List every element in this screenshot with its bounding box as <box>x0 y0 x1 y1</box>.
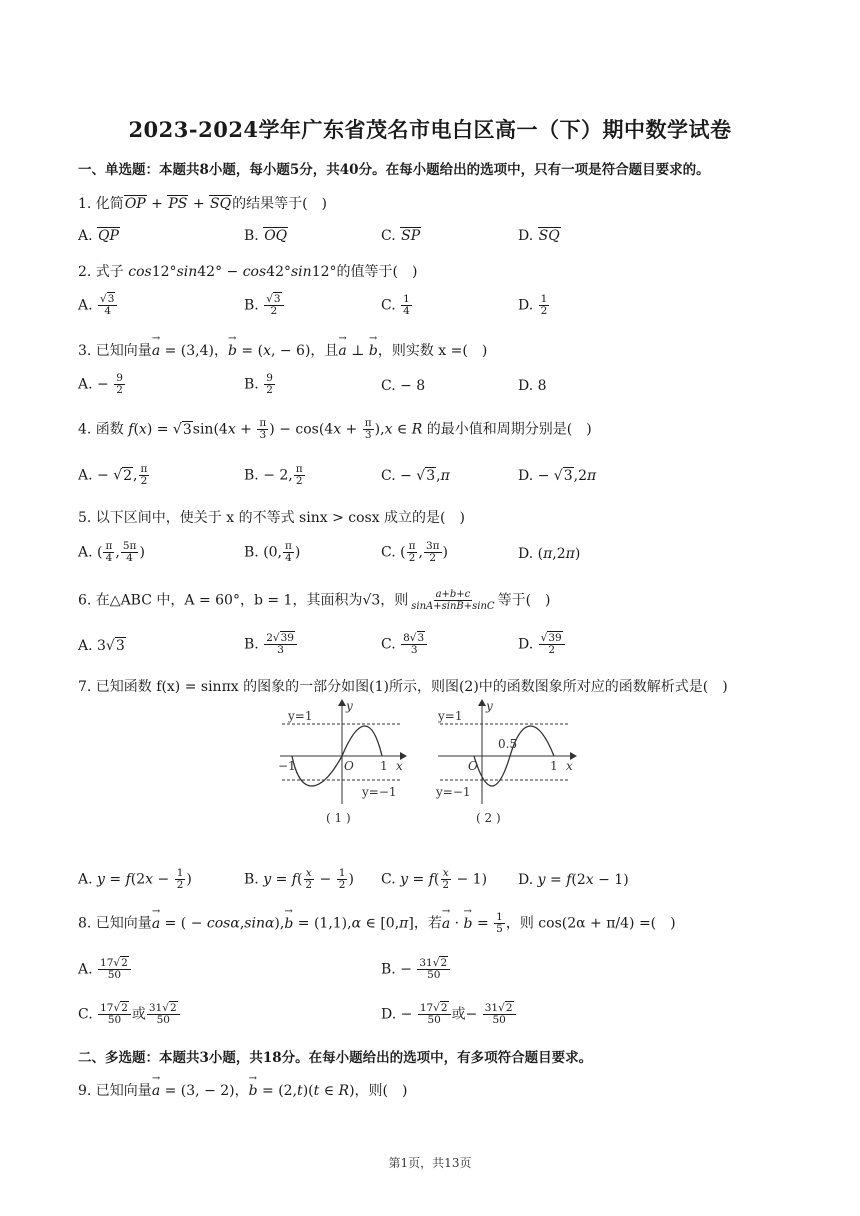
q7-option-b: B. y = f( $\frac{x}{2}$ − $\frac{1}{2}$ ) <box>244 867 354 891</box>
section-heading-single-choice: 一、单选题：本题共8小题，每小题5分，共40分。在每小题给出的选项中，只有一项是符合题目要求的。 <box>78 162 710 178</box>
q2-option-b: B. $\frac{√3}{2}$ <box>244 294 285 317</box>
question-8: 8. 已知向量→ a = ( − cosα,sinα),→ b = (1,1),α ∈ [0,π]，若→ a · → b = $\frac{1}{5}$ ，则 cos(2α + π/4) =( ) <box>78 912 676 935</box>
section-heading-multi-choice: 二、多选题：本题共3小题，共18分。在每小题给出的选项中，有多项符合题目要求。 <box>78 1050 593 1066</box>
question-2: 2. 式子 cos12°sin42° − cos42°sin12°的值等于( ) <box>78 264 418 280</box>
q2-option-c: C. $\frac{1}{4}$ <box>381 293 410 317</box>
question-1: 1. 化简OP + PS + SQ的结果等于( ) <box>78 196 328 212</box>
page-footer: 第1页，共13页 <box>388 1156 472 1170</box>
page-title: 2023-2024学年广东省茂名市电白区高一（下）期中数学试卷 <box>128 117 732 142</box>
q5-option-a: A. ( $\frac{\pi}{4}$ , $\frac{5\pi}{4}$ ) <box>78 540 145 564</box>
question-7: 7. 已知函数 f(x) = sinπx 的图象的一部分如图(1)所示，则图(2)中的函数图象所对应的函数解析式是( ) <box>78 679 728 695</box>
fig2-label-1: 1 <box>550 759 558 773</box>
fig2-label-y1: y=1 <box>438 709 463 723</box>
q4-option-a: A. − √2, $\frac{\pi}{2}$ <box>78 463 148 487</box>
fig1-label-yneg1: y=−1 <box>362 785 397 799</box>
q7-option-a: A. y = f(2x − $\frac{1}{2}$ ) <box>78 867 192 891</box>
q2-option-a: A. $\frac{√3}{4}$ <box>78 294 118 317</box>
q3-option-c: C. − 8 <box>381 378 426 394</box>
q5-option-c: C. ( $\frac{\pi}{2}$ , $\frac{3\pi}{2}$ ) <box>381 540 448 564</box>
q1-option-b: B. OQ <box>244 228 288 244</box>
fig2-label-o: O <box>468 759 478 773</box>
q8-option-c: C. $\frac{17√2}{50}$ 或 $\frac{31√2}{50}$ <box>78 1003 181 1026</box>
q5-option-d: D. (π,2π) <box>518 546 581 562</box>
q6-option-c: C. $\frac{8√3}{3}$ <box>381 633 428 656</box>
function-graphs-figure <box>270 696 590 836</box>
q2-option-d: D. $\frac{1}{2}$ <box>518 293 548 317</box>
q8-option-b: B. − $\frac{31√2}{50}$ <box>381 958 451 981</box>
q4-option-d: D. − √3,2π <box>518 468 597 484</box>
q1-option-a: A. QP <box>78 228 119 244</box>
fig2-label-yneg1: y=−1 <box>436 785 471 799</box>
fig1-label-y1: y=1 <box>288 709 313 723</box>
q4-option-b: B. − 2, $\frac{\pi}{2}$ <box>244 463 303 487</box>
q4-option-c: C. − √3,π <box>381 468 450 484</box>
fig2-label-y: y <box>486 699 493 713</box>
question-4: 4. 函数 f(x) = √3sin(4x + $\frac{\pi}{3}$ ) − cos(4x + $\frac{\pi}{3}$ ),x ∈ R 的最小值和周期分别是( ) <box>78 417 592 441</box>
question-3: 3. 已知向量→ a = (3,4)，→ b = (x, − 6)，且→ a ⊥ → b，则实数 x =( ) <box>78 340 487 360</box>
fig1-caption: ( 1 ) <box>326 811 351 825</box>
fig1-label-1: 1 <box>380 759 388 773</box>
fig2-label-half: 0.5 <box>498 737 518 751</box>
q7-option-d: D. y = f(2x − 1) <box>518 872 629 888</box>
q8-option-d: D. − $\frac{17√2}{50}$ 或− $\frac{31√2}{50}$ <box>381 1003 517 1026</box>
question-6: 6. 在△ABC 中，A = 60°，b = 1，其面积为√3，则 $\frac{a+b+c}{\sin A+\sin B+\sin C}$ 等于( ) <box>78 589 551 612</box>
fig1-label-neg1: −1 <box>278 759 296 773</box>
question-5: 5. 以下区间中，使关于 x 的不等式 sinx > cosx 成立的是( ) <box>78 510 465 526</box>
q8-option-a: A. $\frac{17√2}{50}$ <box>78 958 132 981</box>
q6-option-d: D. $\frac{√39}{2}$ <box>518 633 566 656</box>
question-9: 9. 已知向量→ a = (3, − 2)，→ b = (2,t)(t ∈ R)，则( ) <box>78 1080 407 1100</box>
fig1-label-o: O <box>344 759 354 773</box>
fig2-caption: ( 2 ) <box>476 811 501 825</box>
q3-option-d: D. 8 <box>518 378 547 394</box>
q7-option-c: C. y = f( $\frac{x}{2}$ − 1) <box>381 867 488 891</box>
q5-option-b: B. (0, $\frac{\pi}{4}$ ) <box>244 540 301 564</box>
q6-option-b: B. $\frac{2√39}{3}$ <box>244 633 298 656</box>
fig1-label-y: y <box>346 699 353 713</box>
q1-option-c: C. SP <box>381 228 421 244</box>
q3-option-b: B. $\frac{9}{2}$ <box>244 372 273 396</box>
q1-option-d: D. SQ <box>518 228 560 244</box>
fig1-label-x: x <box>396 759 403 773</box>
q3-option-a: A. − $\frac{9}{2}$ <box>78 372 123 396</box>
fig2-label-x: x <box>566 759 573 773</box>
q6-option-a: A. 3√3 <box>78 638 125 654</box>
